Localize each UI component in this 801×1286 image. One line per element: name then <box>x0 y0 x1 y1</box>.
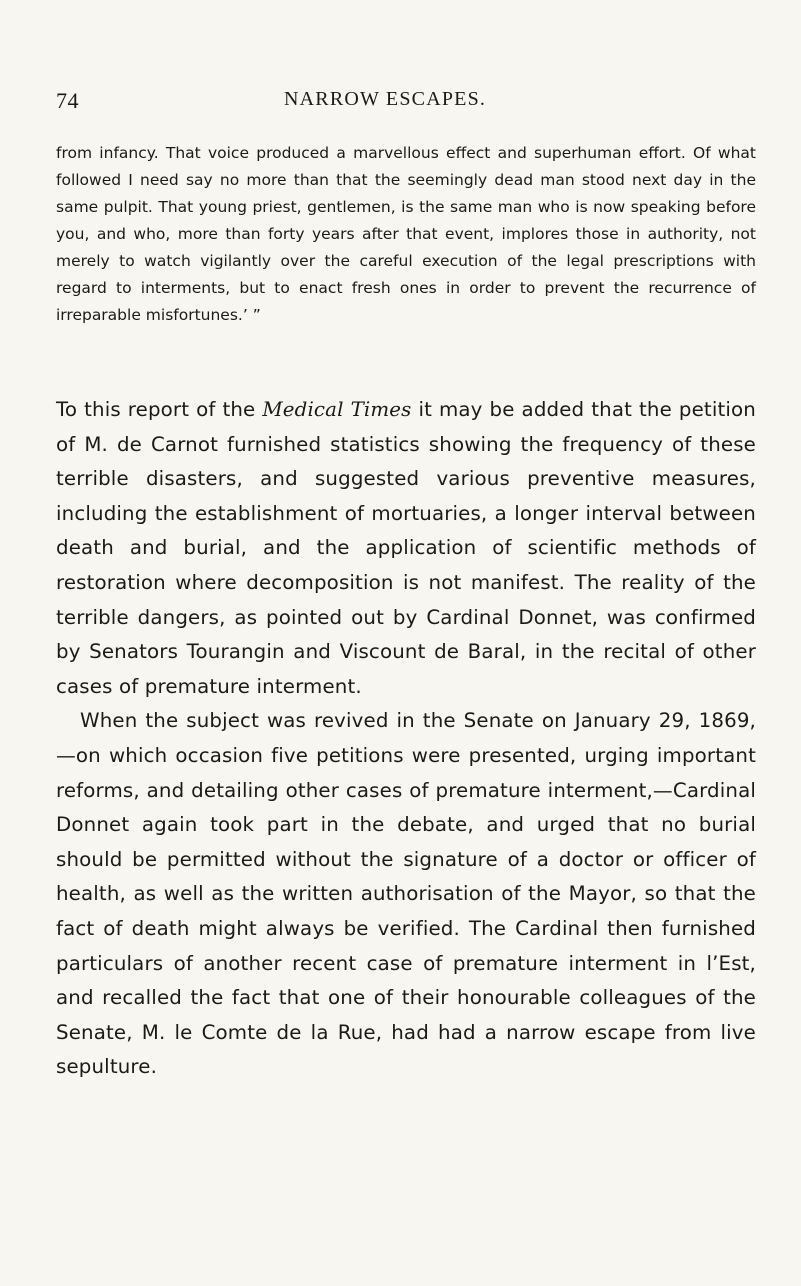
paragraph-senate: When the subject was revived in the Senate on January 29, 1869,—on which occasion five petitions were presented, urging important reforms, and detailing other cases of premature interment,—Cardinal Donnet again took part in the debate, and urged that no burial should be permitted without the signature of a doctor or officer of health, as well as the written authorisation of the Mayor, so that the fact of death might always be verified. The Cardinal then furnished particulars of another recent case of premature interment in l’Est, and recalled the fact that one of their honourable colleagues of the Senate, M. le Comte de la Rue, had had a narrow escape from live sepulture. <box>56 709 756 1079</box>
paragraph-medical-times <box>56 393 756 704</box>
page-number: 74 <box>56 88 79 113</box>
paragraph-1-rest: it may be added that the petition of M. de Carnot furnished statistics showing the frequency of these terrible disasters, and suggested various preventive measures, including the establishment of mortuaries, a longer interval between death and burial, and the application of scientific methods of restoration where decomposition is not manifest. The reality of the terrible dangers, as pointed out by Cardinal Donnet, was confirmed by Senators Tourangin and Viscount de Baral, in the recital of other cases of premature interment. <box>56 398 756 698</box>
publication-title: Medical Times <box>262 398 412 421</box>
running-title: NARROW ESCAPES. <box>284 88 487 110</box>
quoted-passage <box>56 140 756 329</box>
quote-paragraph: from infancy. That voice produced a marvellous effect and superhuman effort. Of what followed I need say no more than that the seemingly dead man stood next day in the same pulpit. That young priest, gentlemen, is the same man who is now speaking before you, and who, more than forty years after that event, implores those in authority, not merely to watch vigilantly over the careful execution of the legal prescriptions with regard to interments, but to enact fresh ones in order to prevent the recurrence of irreparable misfortunes.’ ” <box>56 144 756 324</box>
running-head <box>56 88 756 118</box>
paragraph-1-lead: To this report of the <box>56 398 263 421</box>
body-text <box>56 393 756 1085</box>
